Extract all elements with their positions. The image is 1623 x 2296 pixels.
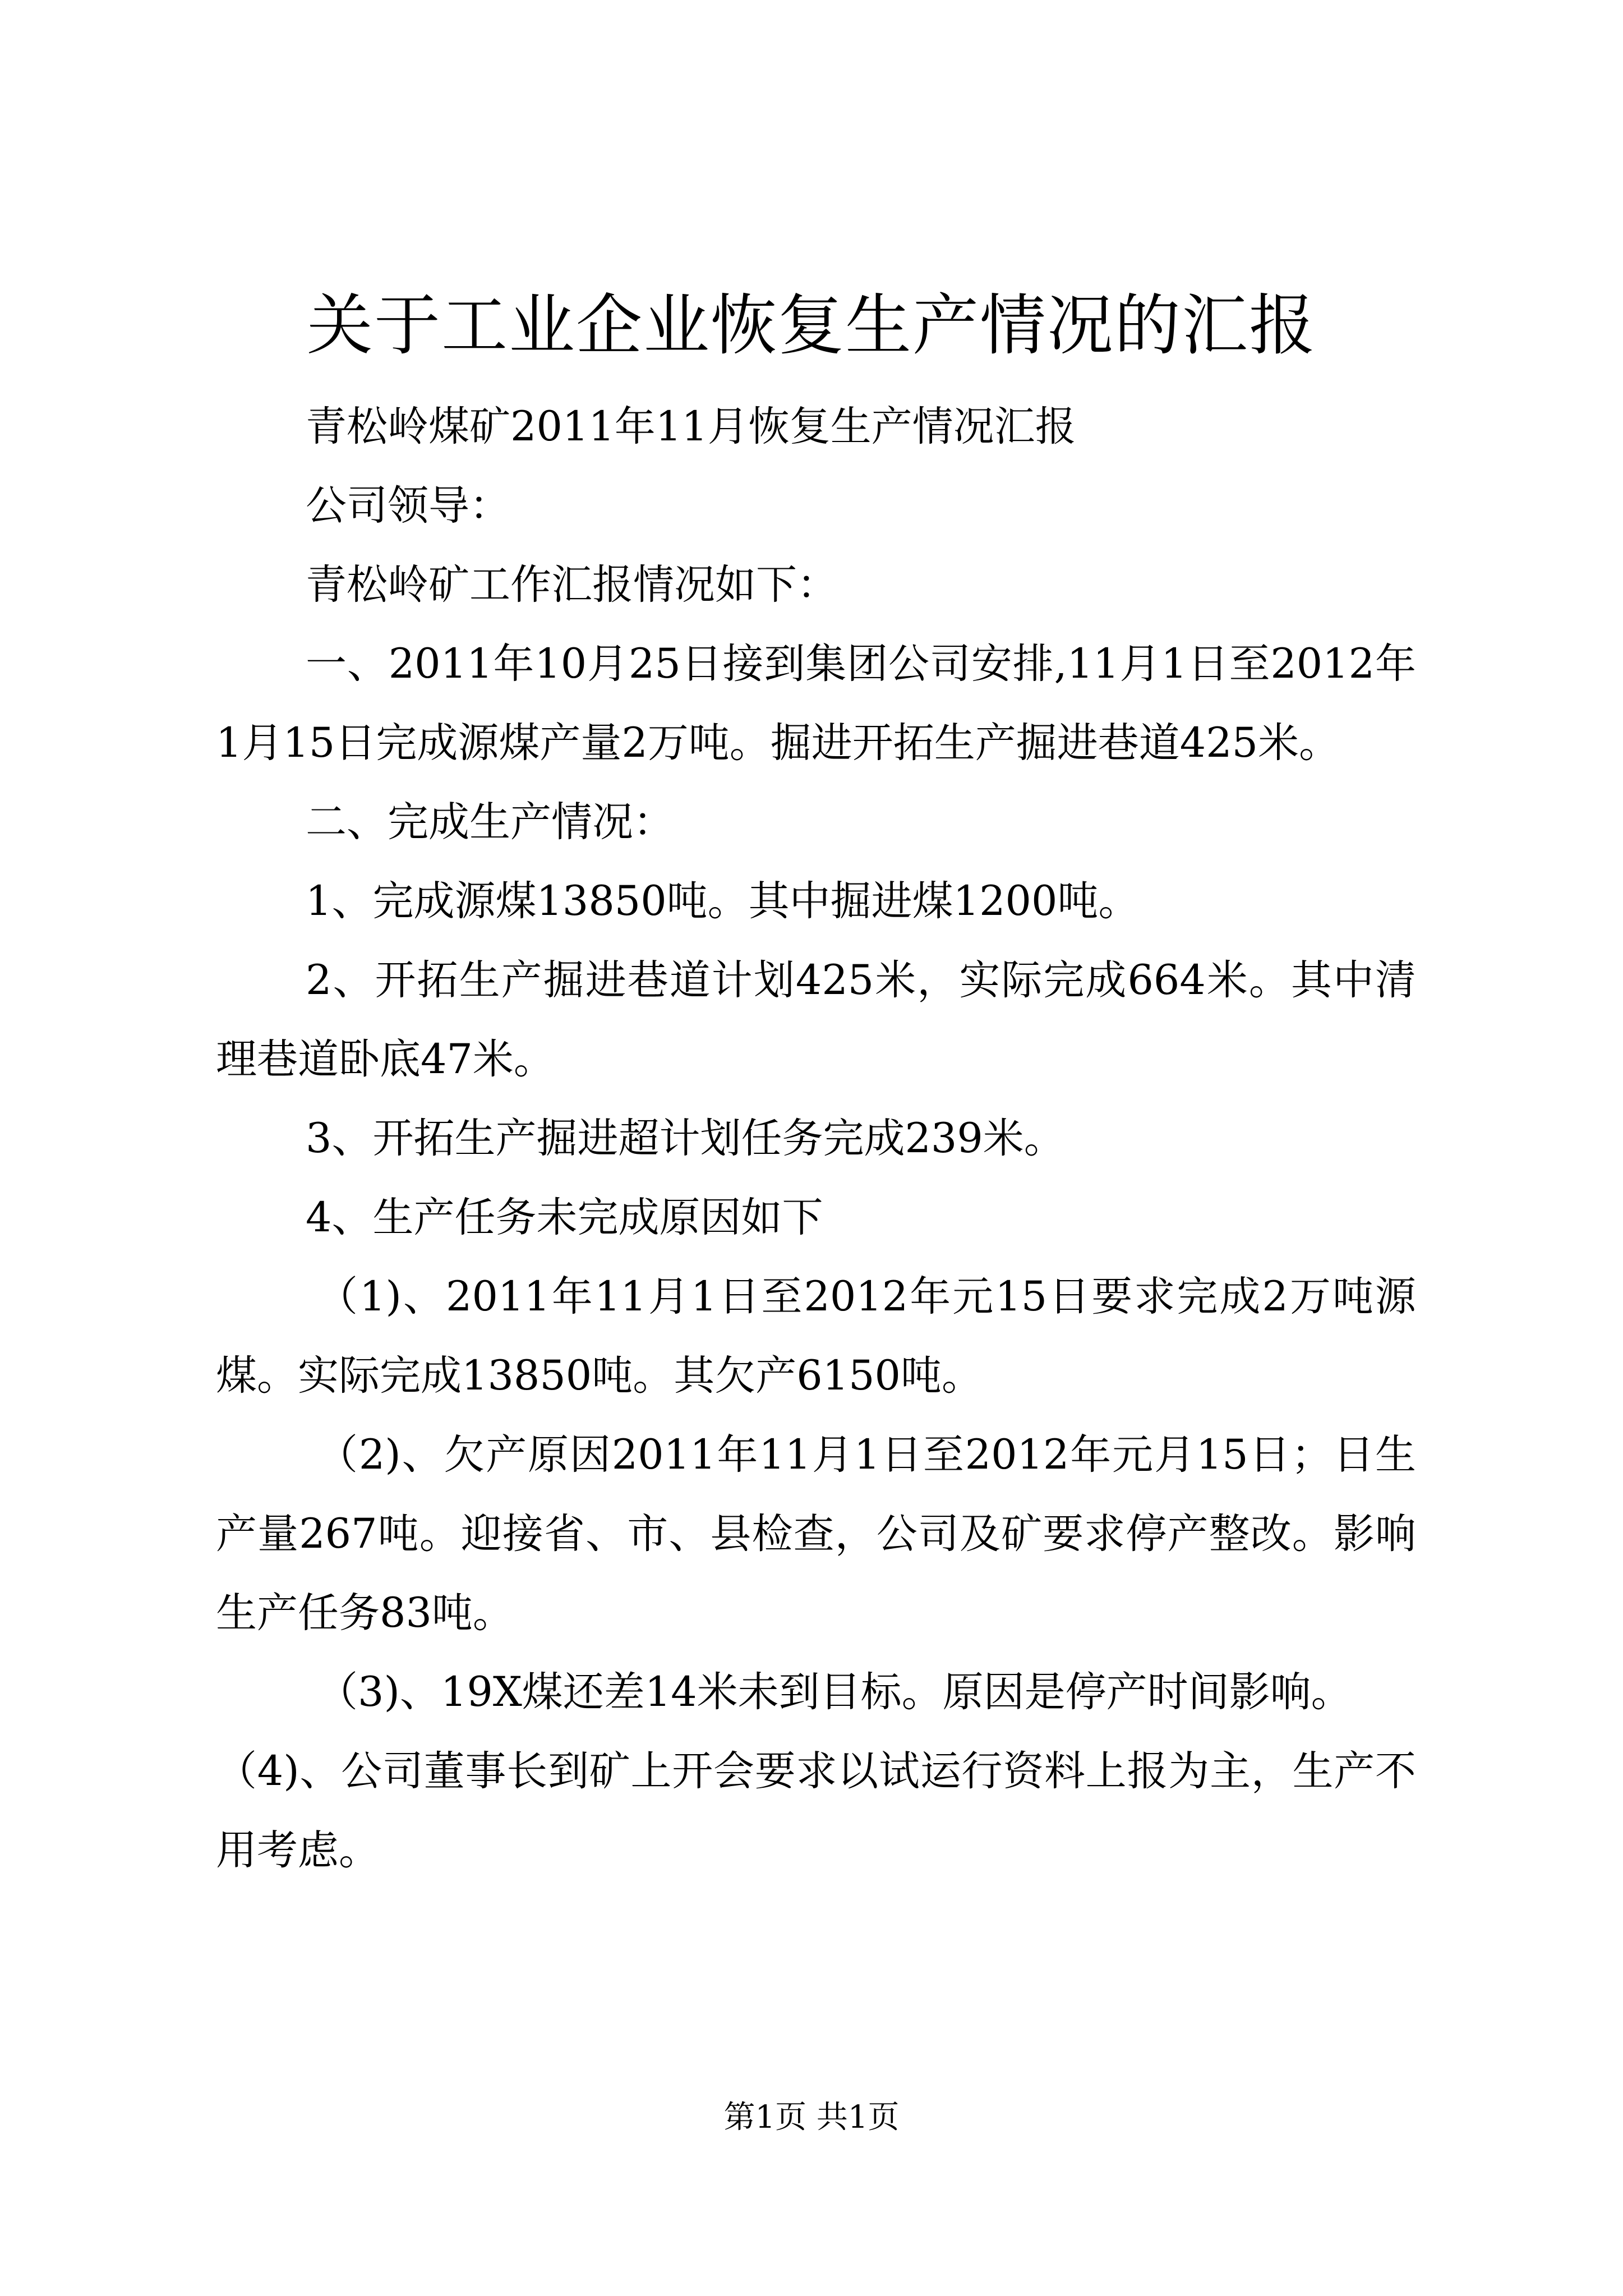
item-2-paragraph: 2、开拓生产掘进巷道计划425米，实际完成664米。其中清理巷道卧底47米。 — [216, 956, 1416, 1083]
report-subtitle: 青松岭煤矿2011年11月恢复生产情况汇报 — [306, 403, 1076, 450]
sub-item-1-paragraph: （1)、2011年11月1日至2012年元15日要求完成2万吨源煤。实际完成13850吨。其欠产6150吨。 — [216, 1273, 1416, 1400]
sub-item-3-paragraph: （3)、19X煤还差14米未到目标。原因是停产时间影响。 — [317, 1668, 1352, 1716]
item-1-paragraph: 1、完成源煤13850吨。其中掘进煤1200吨。 — [306, 877, 1140, 925]
document-body — [216, 387, 1416, 1890]
document-title: 关于工业企业恢复生产情况的汇报 — [306, 287, 1316, 364]
section-two-heading: 二、完成生产情况： — [306, 798, 674, 846]
section-one-paragraph: 一、2011年10月25日接到集团公司安排,11月1日至2012年1月15日完成源煤产量2万吨。掘进开拓生产掘进巷道425米。 — [216, 640, 1416, 767]
item-3-paragraph: 3、开拓生产掘进超计划任务完成239米。 — [306, 1115, 1065, 1162]
item-4-paragraph: 4、生产任务未完成原因如下 — [306, 1194, 823, 1241]
page-footer: 第1页 共1页 — [723, 2099, 900, 2136]
intro-paragraph: 青松岭矿工作汇报情况如下： — [306, 561, 838, 609]
sub-item-2-paragraph: （2)、欠产原因2011年11月1日至2012年元月15日；日生产量267吨。迎接省、市、县检查，公司及矿要求停产整改。影响生产任务83吨。 — [216, 1431, 1416, 1637]
sub-item-4-paragraph: （4)、公司董事长到矿上开会要求以试运行资料上报为主，生产不用考虑。 — [216, 1747, 1416, 1874]
salutation: 公司领导： — [306, 482, 510, 530]
